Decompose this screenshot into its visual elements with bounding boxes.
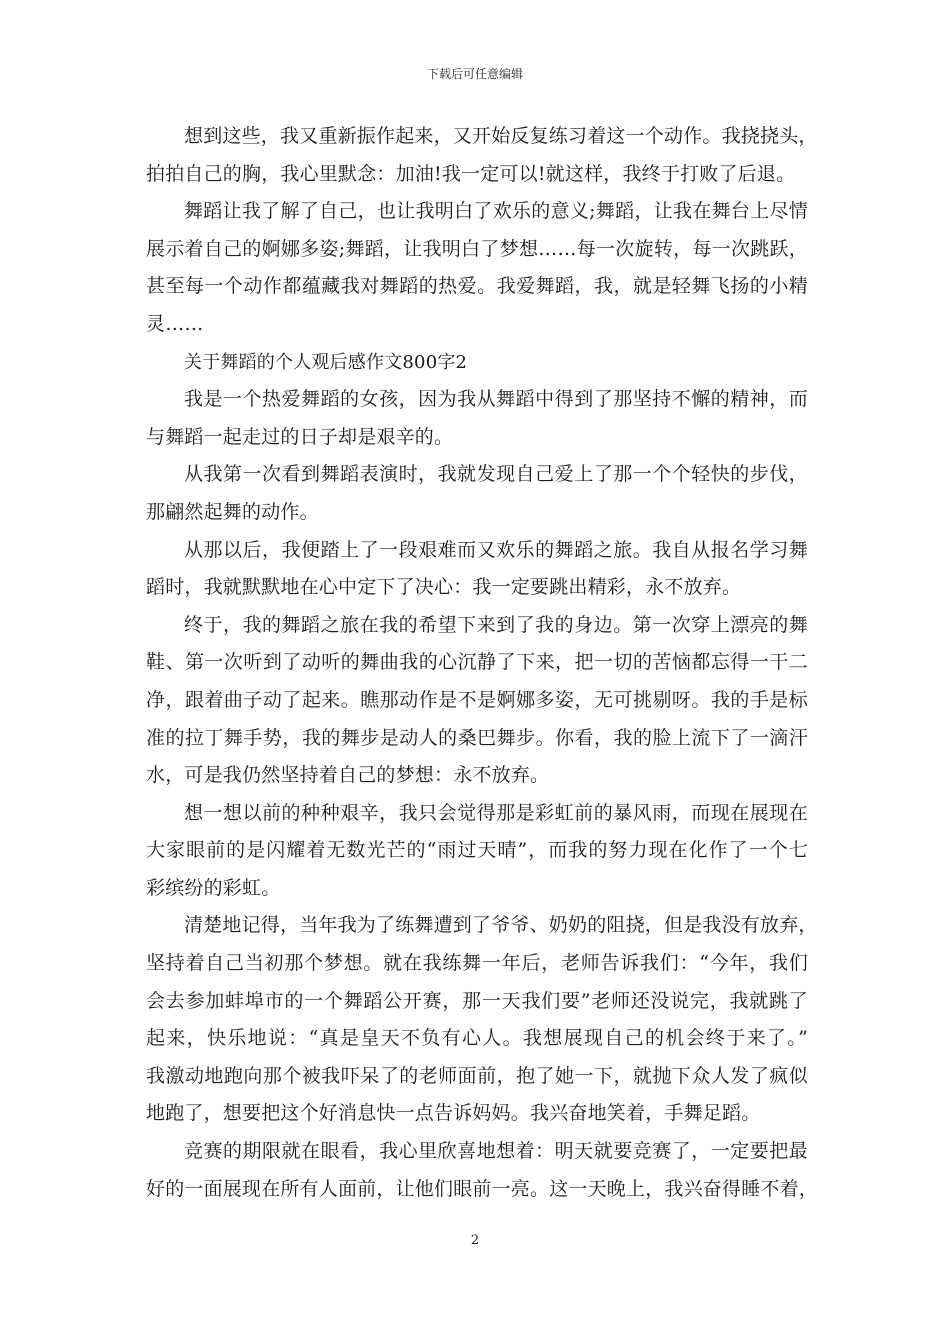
text-line: 灵……: [146, 312, 204, 335]
text-line: 蹈时，我就默默地在心中定下了决心：我一定要跳出精彩，永不放弃。: [146, 576, 742, 599]
text-line: 展示着自己的婀娜多姿;舞蹈，让我明白了梦想……每一次旋转，每一次跳跃，: [146, 237, 808, 260]
text-line: 终于，我的舞蹈之旅在我的希望下来到了我的身边。第一次穿上漂亮的舞: [184, 613, 808, 636]
text-line: 水，可是我仍然坚持着自己的梦想：永不放弃。: [146, 764, 550, 787]
text-line: 准的拉丁舞手势，我的舞步是动人的桑巴舞步。你看，我的脸上流下了一滴汗: [146, 726, 808, 749]
text-line: 竞赛的期限就在眼看，我心里欣喜地想着：明天就要竞赛了，一定要把最: [184, 1140, 808, 1163]
text-line: 起来，快乐地说：“真是皇天不负有心人。我想展现自己的机会终于来了。”: [146, 1027, 808, 1050]
page-header: 下载后可任意编辑: [426, 67, 523, 81]
document-body: [146, 118, 819, 1208]
text-line: 我是一个热爱舞蹈的女孩，因为我从舞蹈中得到了那坚持不懈的精神，而: [184, 388, 808, 411]
text-line: 好的一面展现在所有人面前，让他们眼前一亮。这一天晚上，我兴奋得睡不着，: [146, 1177, 819, 1200]
text-line: 从我第一次看到舞蹈表演时，我就发现自己爱上了那一个个轻快的步伐，: [184, 463, 808, 486]
section-heading: 关于舞蹈的个人观后感作文800字2: [184, 351, 468, 373]
text-line: 甚至每一个动作都蕴藏我对舞蹈的热爱。我爱舞蹈，我，就是轻舞飞扬的小精: [146, 275, 808, 298]
text-line: 拍拍自己的胸，我心里默念：加油!我一定可以!就这样，我终于打败了后退。: [146, 162, 796, 185]
text-line: 坚持着自己当初那个梦想。就在我练舞一年后，老师告诉我们：“今年，我们: [146, 952, 808, 975]
text-line: 清楚地记得，当年我为了练舞遭到了爷爷、奶奶的阻挠，但是我没有放弃，: [184, 914, 818, 937]
text-line: 想一想以前的种种艰辛，我只会觉得那是彩虹前的暴风雨，而现在展现在: [184, 801, 808, 824]
text-line: 与舞蹈一起走过的日子却是艰辛的。: [146, 425, 454, 448]
text-line: 鞋、第一次听到了动听的舞曲我的心沉静了下来，把一切的苦恼都忘得一干二: [146, 651, 808, 674]
text-line: 净，跟着曲子动了起来。瞧那动作是不是婀娜多姿，无可挑剔呀。我的手是标: [146, 688, 808, 711]
text-line: 我激动地跑向那个被我吓呆了的老师面前，抱了她一下，就抛下众人发了疯似: [146, 1064, 808, 1087]
text-line: 彩缤纷的彩虹。: [146, 876, 281, 899]
text-line: 那翩然起舞的动作。: [146, 500, 319, 523]
text-line: 想到这些，我又重新振作起来，又开始反复练习着这一个动作。我挠挠头，: [184, 125, 818, 147]
text-line: 从那以后，我便踏上了一段艰难而又欢乐的舞蹈之旅。我自从报名学习舞: [184, 538, 808, 561]
page-number: 2: [470, 1233, 480, 1248]
text-line: 地跑了，想要把这个好消息快一点告诉妈妈。我兴奋地笑着，手舞足蹈。: [146, 1102, 761, 1125]
text-line: 会去参加蚌埠市的一个舞蹈公开赛，那一天我们要”老师还没说完，我就跳了: [146, 989, 808, 1012]
text-line: 大家眼前的是闪耀着无数光芒的“雨过天晴”，而我的努力现在化作了一个七: [146, 839, 808, 862]
text-line: 舞蹈让我了解了自己，也让我明白了欢乐的意义;舞蹈，让我在舞台上尽情: [184, 200, 808, 223]
